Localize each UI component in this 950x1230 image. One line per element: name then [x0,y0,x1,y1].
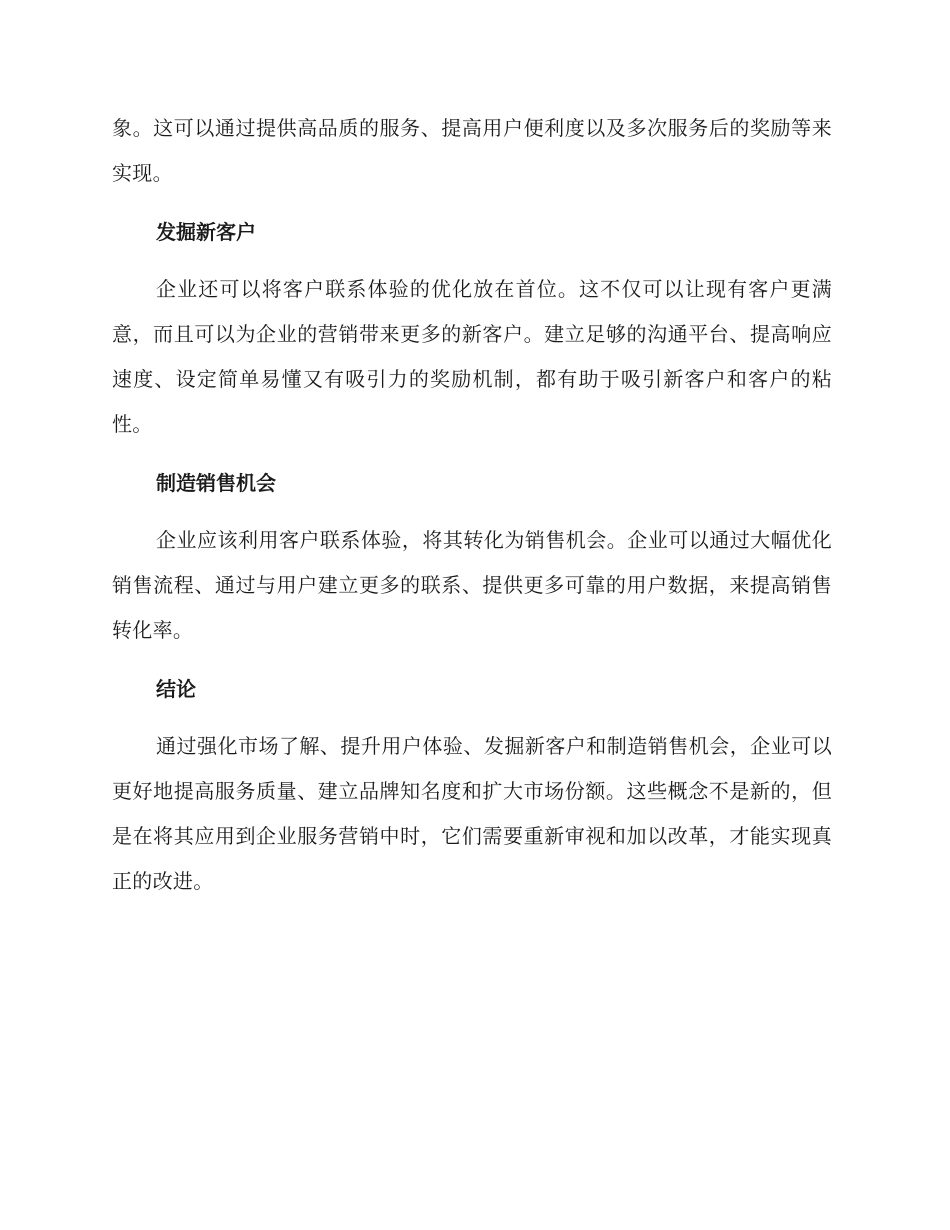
intro-paragraph-tail: 象。这可以通过提供高品质的服务、提高用户便利度以及多次服务后的奖励等来实现。 [112,116,832,185]
section-body-conclusion: 通过强化市场了解、提升用户体验、发掘新客户和制造销售机会，企业可以更好地提高服务质量、建立品牌知名度和扩大市场份额。这些概念不是新的，但是在将其应用到企业服务营销中时，它们需要重新审视和加以改革，才能实现真正的改进。 [112,734,832,893]
document-body [112,106,832,904]
section-heading-conclusion: 结论 [156,677,196,701]
section-body-new-customers: 企业还可以将客户联系体验的优化放在首位。这不仅可以让现有客户更满意，而且可以为企业的营销带来更多的新客户。建立足够的沟通平台、提高响应速度、设定简单易懂又有吸引力的奖励机制，都有助于吸引新客户和客户的粘性。 [112,277,832,436]
section-heading-sales-opportunities: 制造销售机会 [156,471,276,495]
section-body-sales-opportunities: 企业应该利用客户联系体验，将其转化为销售机会。企业可以通过大幅优化销售流程、通过与用户建立更多的联系、提供更多可靠的用户数据，来提高销售转化率。 [112,528,832,642]
section-heading-new-customers: 发掘新客户 [156,220,256,244]
